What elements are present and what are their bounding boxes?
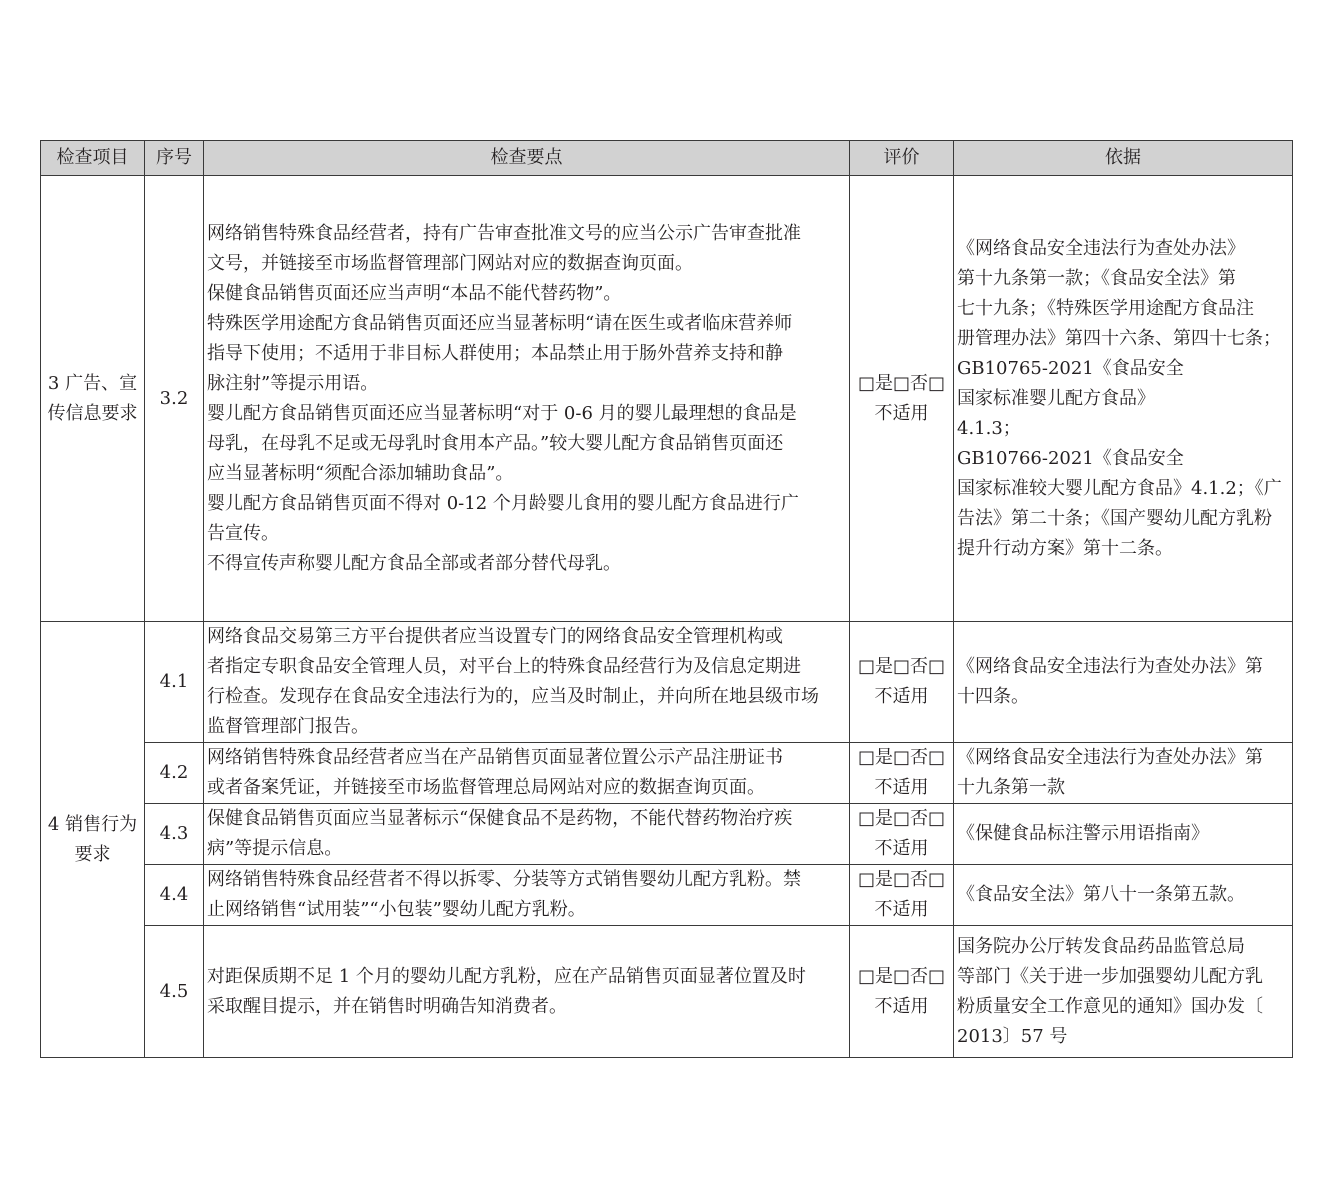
number-cell: 3.2 <box>145 176 204 622</box>
evaluation-not-applicable: 不适用 <box>874 899 929 920</box>
category-cell <box>41 622 145 1058</box>
basis-line: 《保健食品标注警示用语指南》 <box>957 823 1209 844</box>
header-row <box>41 141 1293 176</box>
evaluation-options[interactable]: □是□否□ <box>857 747 946 768</box>
evaluation-not-applicable: 不适用 <box>874 995 929 1017</box>
evaluation-cell <box>850 743 954 804</box>
category-text: 4 销售行为 <box>47 813 138 835</box>
points-line: 保健食品销售页面应当显著标示“保健食品不是药物，不能代替药物治疗疾 <box>207 808 793 829</box>
basis-line: 七十九条；《特殊医学用途配方食品注 <box>957 297 1254 319</box>
basis-cell <box>954 176 1293 622</box>
points-cell <box>204 176 850 622</box>
basis-cell <box>954 622 1293 743</box>
basis-cell <box>954 926 1293 1058</box>
evaluation-cell <box>850 622 954 743</box>
category-text: 要求 <box>74 843 111 865</box>
basis-cell <box>954 743 1293 804</box>
header-evaluation: 评价 <box>850 141 954 176</box>
points-line: 采取醒目提示，并在销售时明确告知消费者。 <box>207 995 567 1017</box>
evaluation-not-applicable: 不适用 <box>874 838 929 859</box>
points-line: 应当显著标明“须配合添加辅助食品”。 <box>207 462 514 484</box>
evaluation-cell <box>850 926 954 1058</box>
basis-line: 第十九条第一款；《食品安全法》第 <box>957 267 1236 289</box>
basis-line: 提升行动方案》第十二条。 <box>957 537 1173 559</box>
basis-line: 粉质量安全工作意见的通知》国办发〔 <box>957 995 1263 1017</box>
points-line: 保健食品销售页面还应当声明“本品不能代替药物”。 <box>207 282 622 304</box>
points-cell <box>204 804 850 865</box>
points-line: 指导下使用；不适用于非目标人群使用；本品禁止用于肠外营养支持和静 <box>207 342 783 364</box>
table-row <box>41 865 1293 926</box>
basis-line: 国家标准婴儿配方食品》 <box>957 387 1155 409</box>
evaluation-cell <box>850 804 954 865</box>
header-basis: 依据 <box>954 141 1293 176</box>
points-line: 监督管理部门报告。 <box>207 716 369 737</box>
evaluation-not-applicable: 不适用 <box>874 777 929 798</box>
category-text: 传信息要求 <box>47 402 138 424</box>
header-category: 检查项目 <box>41 141 145 176</box>
evaluation-not-applicable: 不适用 <box>874 402 929 424</box>
points-line: 婴儿配方食品销售页面还应当显著标明“对于 0-6 月的婴儿最理想的食品是 <box>207 402 797 424</box>
points-line: 止网络销售“试用装”“小包装”婴幼儿配方乳粉。 <box>207 899 586 920</box>
basis-line: GB10766-2021《食品安全 <box>957 447 1184 469</box>
evaluation-options[interactable]: □是□否□ <box>857 965 946 987</box>
basis-line: GB10765-2021《食品安全 <box>957 357 1184 379</box>
evaluation-cell <box>850 865 954 926</box>
points-line: 网络销售特殊食品经营者不得以拆零、分装等方式销售婴幼儿配方乳粉。禁 <box>207 869 801 890</box>
evaluation-options[interactable]: □是□否□ <box>857 808 946 829</box>
category-text: 3 广告、宣 <box>47 372 138 394</box>
number-cell: 4.4 <box>145 865 204 926</box>
points-line: 网络销售特殊食品经营者应当在产品销售页面显著位置公示产品注册证书 <box>207 747 783 768</box>
points-cell <box>204 622 850 743</box>
basis-line: 《食品安全法》第八十一条第五款。 <box>957 884 1245 905</box>
basis-line: 等部门《关于进一步加强婴幼儿配方乳 <box>957 965 1263 987</box>
category-cell <box>41 176 145 622</box>
basis-line: 国务院办公厅转发食品药品监管总局 <box>957 935 1245 957</box>
basis-line: 《网络食品安全违法行为查处办法》 <box>957 237 1245 259</box>
evaluation-cell <box>850 176 954 622</box>
points-line: 网络食品交易第三方平台提供者应当设置专门的网络食品安全管理机构或 <box>207 626 783 647</box>
table-row <box>41 926 1293 1058</box>
points-line: 者指定专职食品安全管理人员，对平台上的特殊食品经营行为及信息定期进 <box>207 656 801 677</box>
number-cell: 4.2 <box>145 743 204 804</box>
basis-line: 《网络食品安全违法行为查处办法》第 <box>957 656 1263 677</box>
points-line: 母乳，在母乳不足或无母乳时食用本产品。”较大婴儿配方食品销售页面还 <box>207 432 784 454</box>
points-line: 婴儿配方食品销售页面不得对 0-12 个月龄婴儿食用的婴儿配方食品进行广 <box>207 492 799 514</box>
evaluation-options[interactable]: □是□否□ <box>857 656 946 677</box>
points-line: 特殊医学用途配方食品销售页面还应当显著标明“请在医生或者临床营养师 <box>207 312 793 334</box>
number-cell: 4.5 <box>145 926 204 1058</box>
points-cell <box>204 926 850 1058</box>
points-line: 告宣传。 <box>207 522 279 544</box>
table-row <box>41 176 1293 622</box>
basis-line: 十九条第一款 <box>957 777 1065 798</box>
basis-cell <box>954 804 1293 865</box>
points-line: 行检查。发现存在食品安全违法行为的，应当及时制止，并向所在地县级市场 <box>207 686 819 707</box>
table-row <box>41 743 1293 804</box>
basis-line: 国家标准较大婴儿配方食品》4.1.2；《广 <box>957 477 1282 499</box>
points-line: 或者备案凭证，并链接至市场监督管理总局网站对应的数据查询页面。 <box>207 777 765 798</box>
basis-line: 2013〕57 号 <box>957 1025 1068 1047</box>
points-line: 文号，并链接至市场监督管理部门网站对应的数据查询页面。 <box>207 252 693 274</box>
points-line: 脉注射”等提示用语。 <box>207 372 379 394</box>
points-cell <box>204 865 850 926</box>
evaluation-options[interactable]: □是□否□ <box>857 372 946 394</box>
basis-line: 《网络食品安全违法行为查处办法》第 <box>957 747 1263 768</box>
header-number: 序号 <box>145 141 204 176</box>
basis-line: 册管理办法》第四十六条、第四十七条； <box>957 327 1281 349</box>
inspection-table <box>40 140 1293 1058</box>
table-row <box>41 804 1293 865</box>
evaluation-options[interactable]: □是□否□ <box>857 869 946 890</box>
number-cell: 4.1 <box>145 622 204 743</box>
points-cell <box>204 743 850 804</box>
points-line: 不得宣传声称婴儿配方食品全部或者部分替代母乳。 <box>207 552 621 574</box>
points-line: 病”等提示信息。 <box>207 838 343 859</box>
table-row <box>41 622 1293 743</box>
basis-cell <box>954 865 1293 926</box>
number-cell: 4.3 <box>145 804 204 865</box>
points-line: 网络销售特殊食品经营者，持有广告审查批准文号的应当公示广告审查批准 <box>207 222 801 244</box>
basis-line: 告法》第二十条；《国产婴幼儿配方乳粉 <box>957 507 1272 529</box>
basis-line: 4.1.3； <box>957 417 1021 439</box>
header-points: 检查要点 <box>204 141 850 176</box>
basis-line: 十四条。 <box>957 686 1029 707</box>
points-line: 对距保质期不足 1 个月的婴幼儿配方乳粉，应在产品销售页面显著位置及时 <box>207 965 806 987</box>
evaluation-not-applicable: 不适用 <box>874 686 929 707</box>
